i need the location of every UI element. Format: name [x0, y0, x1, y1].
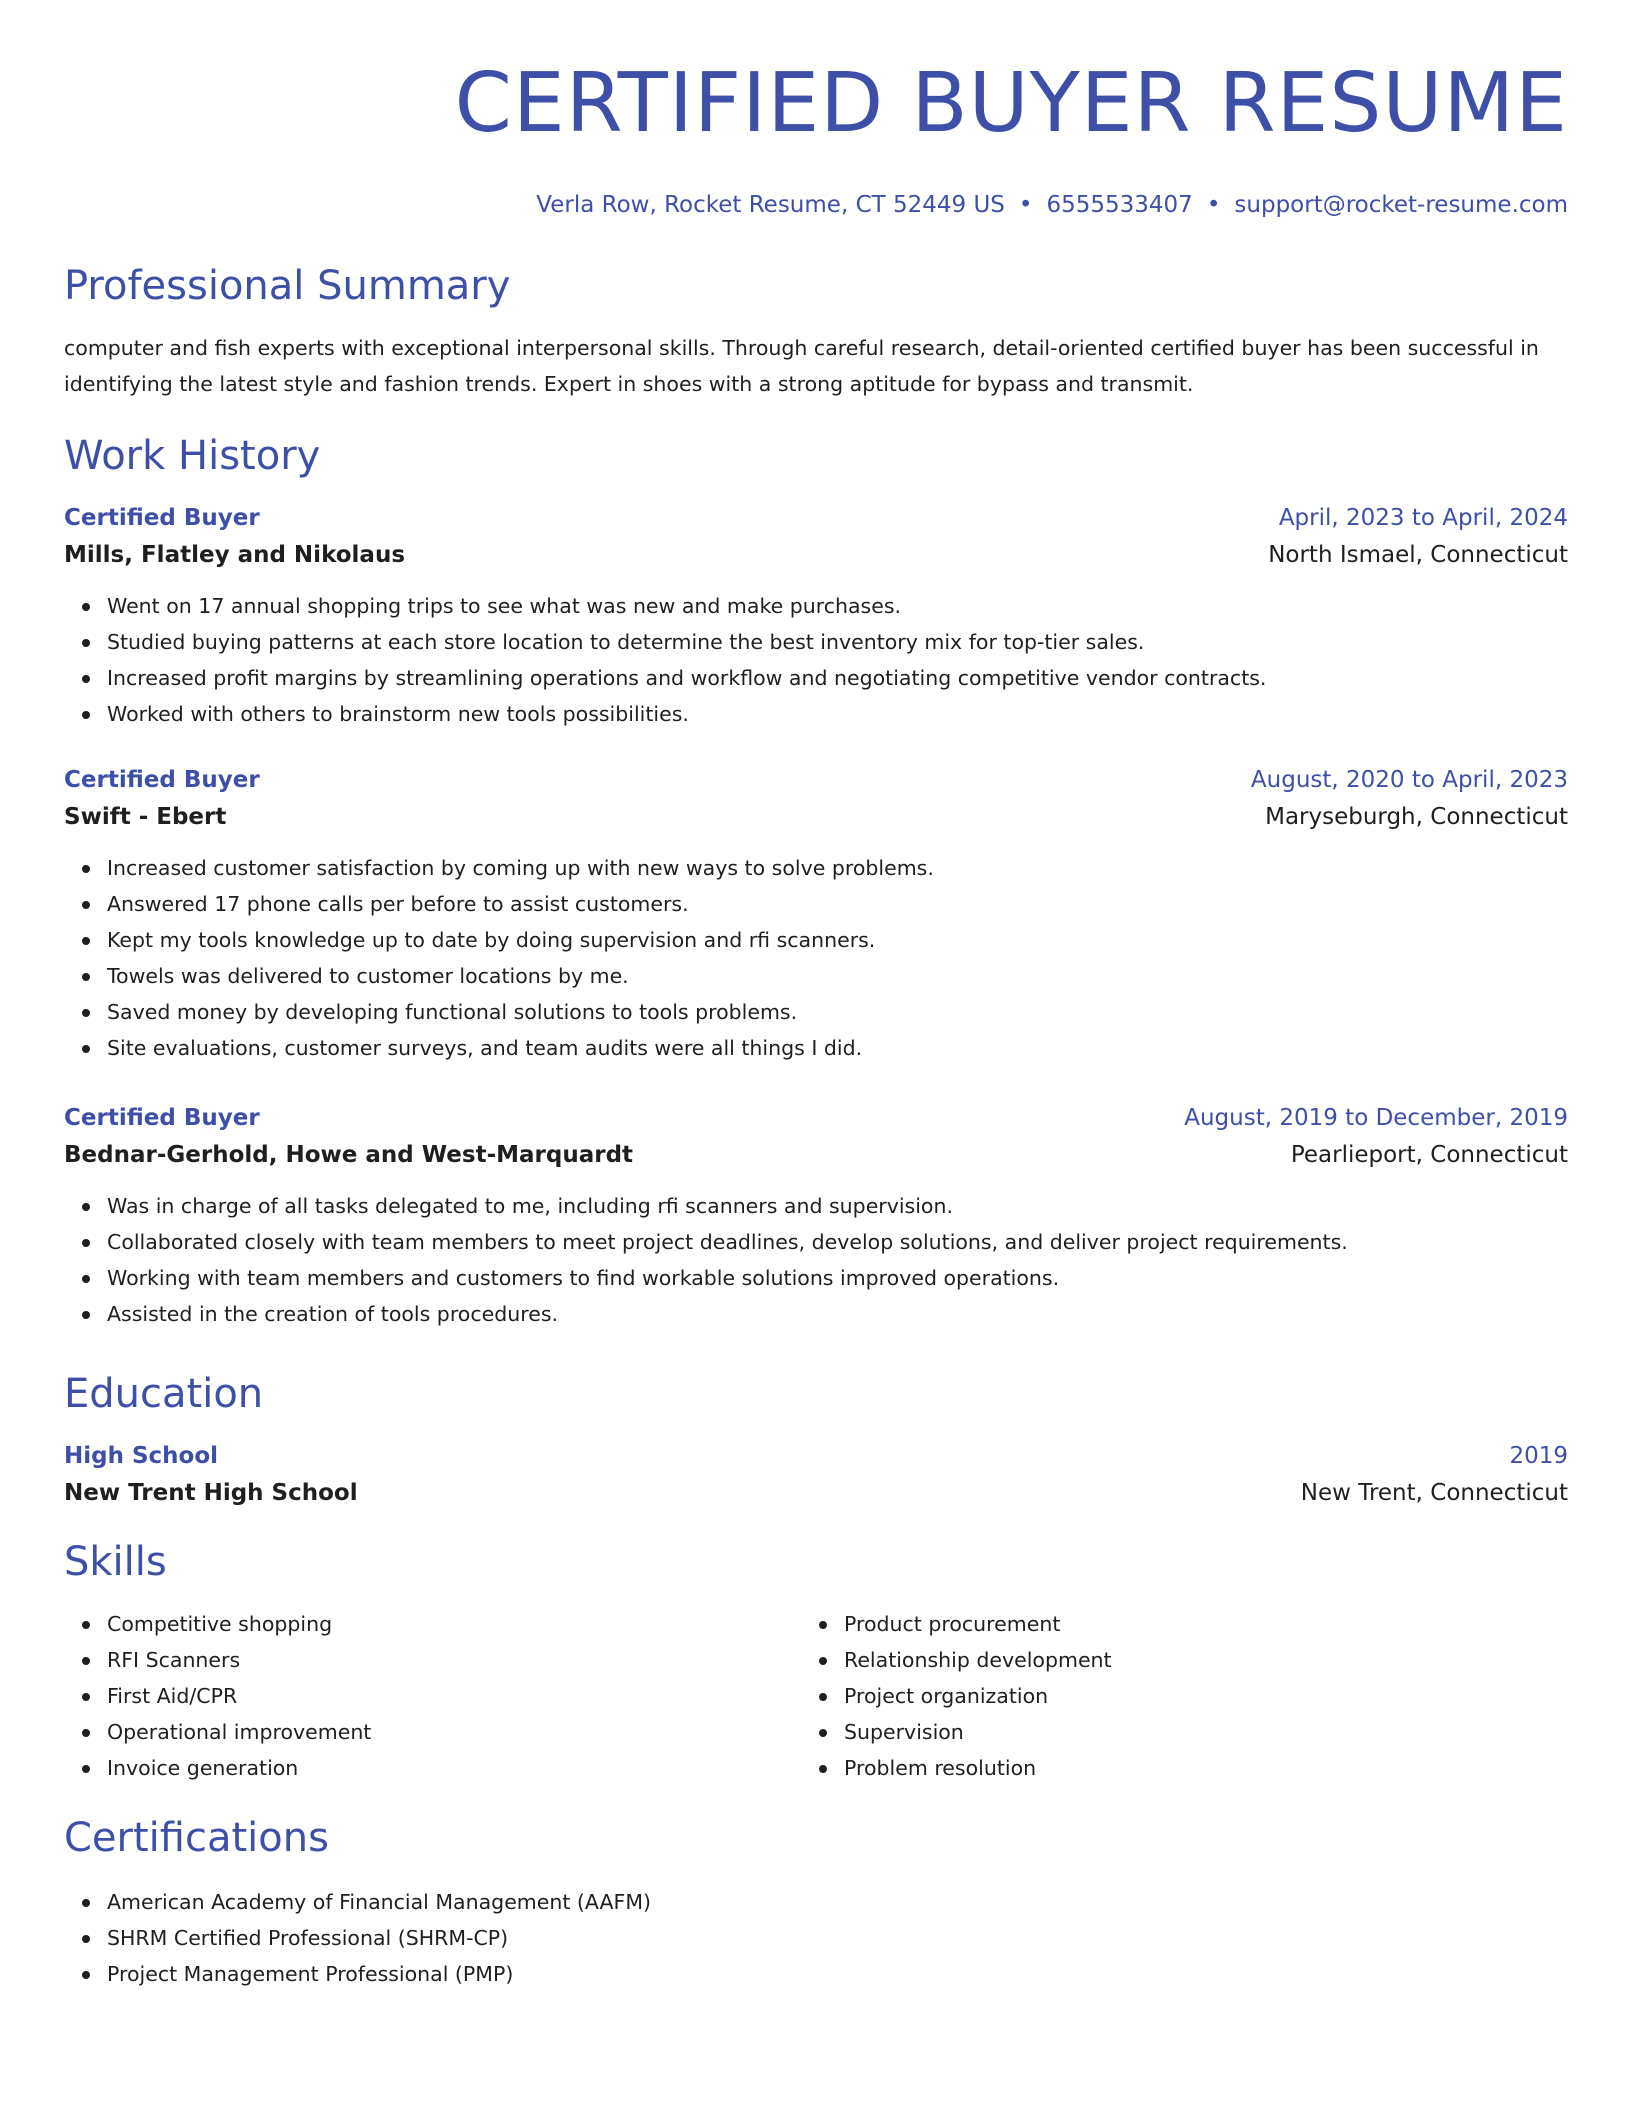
list-item: Assisted in the creation of tools procedures.	[107, 1296, 1568, 1332]
contact-email[interactable]: support@rocket-resume.com	[1234, 192, 1568, 218]
education-heading: Education	[64, 1371, 264, 1417]
resume-title: CERTIFIED BUYER RESUME	[454, 56, 1568, 151]
list-item: SHRM Certified Professional (SHRM-CP)	[107, 1920, 1568, 1956]
job-company: Swift - Ebert	[64, 804, 227, 830]
job-company: Bednar-Gerhold, Howe and West-Marquardt	[64, 1142, 634, 1168]
skills-column-right	[801, 1606, 1538, 1786]
job-entry	[64, 762, 1568, 1066]
list-item: Invoice generation	[107, 1750, 801, 1786]
list-item: Was in charge of all tasks delegated to me, including rfi scanners and supervision.	[107, 1188, 1568, 1224]
job-dates: August, 2020 to April, 2023	[1250, 767, 1568, 793]
job-bullets	[64, 1188, 1568, 1332]
job-location: Pearlieport, Connecticut	[1290, 1142, 1568, 1168]
list-item: Project organization	[844, 1678, 1538, 1714]
job-bullets	[64, 588, 1568, 732]
list-item: Product procurement	[844, 1606, 1538, 1642]
skills-heading: Skills	[64, 1539, 167, 1585]
list-item: Saved money by developing functional solutions to tools problems.	[107, 994, 1568, 1030]
summary-heading: Professional Summary	[64, 263, 511, 309]
list-item: Project Management Professional (PMP)	[107, 1956, 1568, 1992]
job-company: Mills, Flatley and Nikolaus	[64, 542, 406, 568]
list-item: Increased customer satisfaction by coming up with new ways to solve problems.	[107, 850, 1568, 886]
contact-phone: 6555533407	[1046, 192, 1193, 218]
list-item: Supervision	[844, 1714, 1538, 1750]
list-item: Increased profit margins by streamlining operations and workflow and negotiating competitive vendor contracts.	[107, 660, 1568, 696]
list-item: RFI Scanners	[107, 1642, 801, 1678]
list-item: Competitive shopping	[107, 1606, 801, 1642]
job-dates: August, 2019 to December, 2019	[1184, 1105, 1568, 1131]
list-item: American Academy of Financial Management (AAFM)	[107, 1884, 1568, 1920]
job-role: Certified Buyer	[64, 1105, 260, 1131]
summary-text: computer and fish experts with exceptional interpersonal skills. Through careful research, detail-oriented certified buyer has been successful in identifying the latest style and fashion trends. Expert in shoes with a strong aptitude for bypass and transmit.	[64, 336, 1539, 396]
job-dates: April, 2023 to April, 2024	[1278, 505, 1568, 531]
list-item: Towels was delivered to customer locations by me.	[107, 958, 1568, 994]
certifications-list	[64, 1884, 1568, 1992]
job-role: Certified Buyer	[64, 505, 260, 531]
work-history-heading: Work History	[64, 433, 321, 479]
list-item: Worked with others to brainstorm new tools possibilities.	[107, 696, 1568, 732]
list-item: Answered 17 phone calls per before to assist customers.	[107, 886, 1568, 922]
education-school: New Trent High School	[64, 1480, 358, 1506]
skills-column-left	[64, 1606, 801, 1786]
education-year: 2019	[1509, 1443, 1568, 1469]
list-item: Went on 17 annual shopping trips to see what was new and make purchases.	[107, 588, 1568, 624]
contact-separator: •	[1018, 192, 1033, 218]
job-role: Certified Buyer	[64, 767, 260, 793]
job-location: North Ismael, Connecticut	[1268, 542, 1568, 568]
contact-address: Verla Row, Rocket Resume, CT 52449 US	[536, 192, 1005, 218]
list-item: First Aid/CPR	[107, 1678, 801, 1714]
list-item: Relationship development	[844, 1642, 1538, 1678]
skills-list	[801, 1606, 1538, 1786]
list-item: Working with team members and customers to find workable solutions improved operations.	[107, 1260, 1568, 1296]
job-entry	[64, 1100, 1568, 1332]
skills-list	[64, 1606, 801, 1786]
list-item: Problem resolution	[844, 1750, 1538, 1786]
list-item: Kept my tools knowledge up to date by doing supervision and rfi scanners.	[107, 922, 1568, 958]
list-item: Collaborated closely with team members to meet project deadlines, develop solutions, and deliver project requirements.	[107, 1224, 1568, 1260]
list-item: Site evaluations, customer surveys, and team audits were all things I did.	[107, 1030, 1568, 1066]
education-entry	[64, 1438, 1568, 1512]
contact-line	[64, 190, 1568, 220]
skills-grid	[64, 1606, 1568, 1786]
education-location: New Trent, Connecticut	[1300, 1480, 1568, 1506]
list-item: Operational improvement	[107, 1714, 801, 1750]
contact-separator: •	[1206, 192, 1221, 218]
job-bullets	[64, 850, 1568, 1066]
list-item: Studied buying patterns at each store location to determine the best inventory mix for top-tier sales.	[107, 624, 1568, 660]
job-location: Maryseburgh, Connecticut	[1265, 804, 1568, 830]
education-degree: High School	[64, 1443, 219, 1469]
job-entry	[64, 500, 1568, 732]
certifications-heading: Certifications	[64, 1815, 329, 1861]
